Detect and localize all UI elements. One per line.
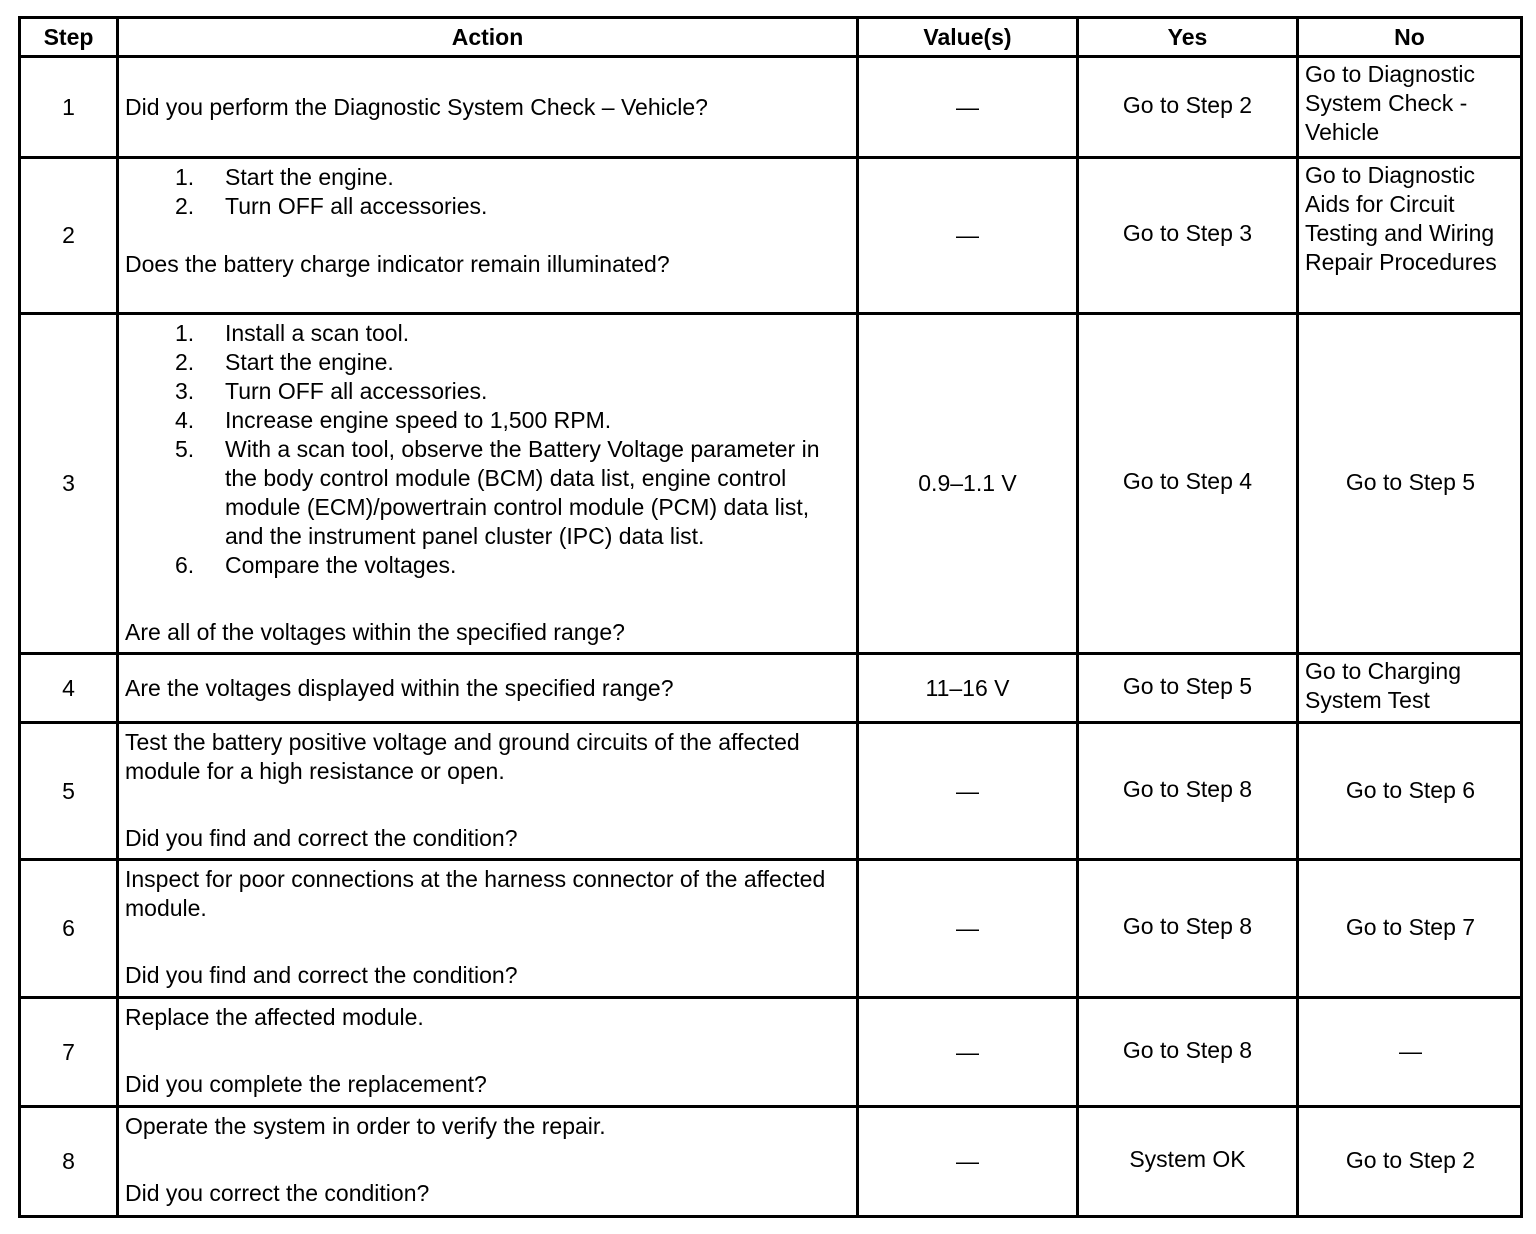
list-item: 3. Turn OFF all accessories. — [175, 378, 488, 404]
list-item: 1. Start the engine. — [175, 164, 394, 190]
list-item: 6. Compare the voltages. — [175, 552, 457, 578]
yes-cell: Go to Step 3 — [1078, 158, 1298, 314]
diagnostic-table — [18, 16, 1523, 1218]
step-number: 1 — [20, 57, 118, 158]
action-instruction: Operate the system in order to verify the repair. — [125, 1113, 606, 1139]
yes-cell: Go to Step 5 — [1078, 654, 1298, 723]
yes-cell: Go to Step 8 — [1078, 723, 1298, 860]
action-instruction: Test the battery positive voltage and ground circuits of the affected module for a high resistance or open. — [125, 729, 800, 784]
table-row — [20, 860, 1522, 998]
step-number: 6 — [20, 860, 118, 998]
step-number: 8 — [20, 1107, 118, 1217]
value-cell: — — [858, 1107, 1078, 1217]
yes-cell: Go to Step 8 — [1078, 860, 1298, 998]
no-cell: Go to Diagnostic System Check - Vehicle — [1298, 57, 1522, 158]
action-question: Did you complete the replacement? — [125, 1071, 487, 1097]
value-cell: — — [858, 57, 1078, 158]
value-cell: — — [858, 998, 1078, 1107]
table-row — [20, 723, 1522, 860]
no-cell: Go to Step 5 — [1298, 314, 1522, 654]
diagnostic-table-sheet — [18, 16, 1520, 1218]
header-no: No — [1298, 18, 1522, 57]
no-cell: Go to Step 7 — [1298, 860, 1522, 998]
table-row — [20, 57, 1522, 158]
step-number: 4 — [20, 654, 118, 723]
action-cell — [118, 1107, 858, 1217]
step-number: 5 — [20, 723, 118, 860]
value-cell: — — [858, 723, 1078, 860]
value-cell: — — [858, 158, 1078, 314]
action-instruction: Inspect for poor connections at the harness connector of the affected module. — [125, 866, 826, 921]
no-cell: Go to Step 6 — [1298, 723, 1522, 860]
table-row — [20, 158, 1522, 314]
action-question: Does the battery charge indicator remain illuminated? — [125, 251, 670, 277]
step-number: 7 — [20, 998, 118, 1107]
list-item: 1. Install a scan tool. — [175, 320, 410, 346]
action-cell — [118, 860, 858, 998]
step-number: 3 — [20, 314, 118, 654]
action-cell — [118, 654, 858, 723]
action-instruction: Replace the affected module. — [125, 1004, 424, 1030]
table-row — [20, 998, 1522, 1107]
action-question: Are the voltages displayed within the specified range? — [125, 674, 674, 701]
list-item: 5. With a scan tool, observe the Battery Voltage parameter in the body control module (BCM) data list, engine control module (ECM)/powertrain control module (PCM) data list, and the instrument panel cluster (IPC) data list. — [175, 436, 820, 549]
table-row — [20, 1107, 1522, 1217]
action-cell — [118, 57, 858, 158]
action-question: Did you find and correct the condition? — [125, 962, 518, 988]
action-question: Did you find and correct the condition? — [125, 825, 518, 851]
action-cell — [118, 314, 858, 654]
action-steps-list — [175, 163, 850, 221]
yes-cell: Go to Step 4 — [1078, 314, 1298, 654]
action-question: Did you perform the Diagnostic System Check – Vehicle? — [125, 93, 708, 120]
value-cell: 11–16 V — [858, 654, 1078, 723]
header-yes: Yes — [1078, 18, 1298, 57]
header-step: Step — [20, 18, 118, 57]
action-cell — [118, 998, 858, 1107]
header-row — [20, 18, 1522, 57]
table-row — [20, 654, 1522, 723]
action-cell — [118, 158, 858, 314]
list-item: 4. Increase engine speed to 1,500 RPM. — [175, 407, 612, 433]
step-number: 2 — [20, 158, 118, 314]
list-item: 2. Turn OFF all accessories. — [175, 193, 488, 219]
value-cell: — — [858, 860, 1078, 998]
action-cell — [118, 723, 858, 860]
header-value: Value(s) — [858, 18, 1078, 57]
table-row — [20, 314, 1522, 654]
no-cell: — — [1298, 998, 1522, 1107]
yes-cell: Go to Step 2 — [1078, 57, 1298, 158]
list-item: 2. Start the engine. — [175, 349, 394, 375]
yes-cell: System OK — [1078, 1107, 1298, 1217]
action-steps-list — [175, 319, 850, 580]
no-cell: Go to Diagnostic Aids for Circuit Testing and Wiring Repair Procedures — [1298, 158, 1522, 314]
no-cell: Go to Step 2 — [1298, 1107, 1522, 1217]
action-question: Did you correct the condition? — [125, 1180, 430, 1206]
header-action: Action — [118, 18, 858, 57]
value-cell: 0.9–1.1 V — [858, 314, 1078, 654]
action-question: Are all of the voltages within the specified range? — [125, 619, 625, 645]
yes-cell: Go to Step 8 — [1078, 998, 1298, 1107]
no-cell: Go to Charging System Test — [1298, 654, 1522, 723]
